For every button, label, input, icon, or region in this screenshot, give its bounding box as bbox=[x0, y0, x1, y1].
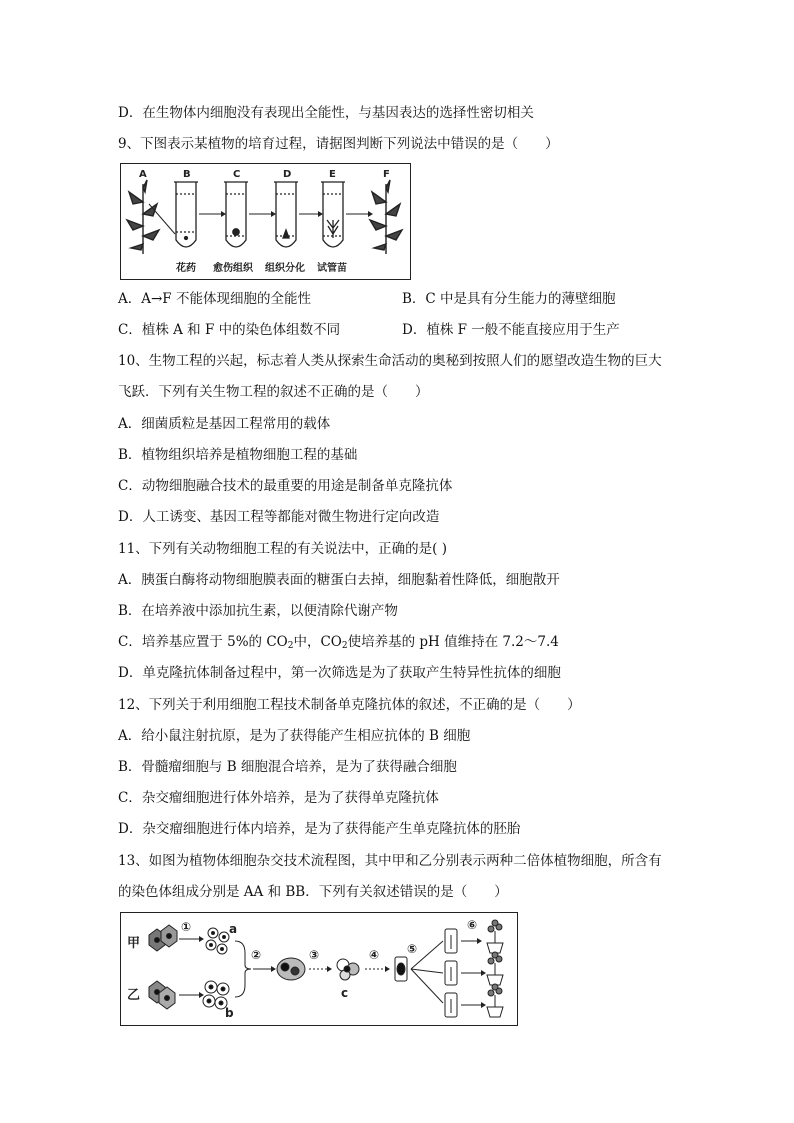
q8-option-d: D．在生物体内细胞没有表现出全能性，与基因表达的选择性密切相关 bbox=[118, 105, 534, 121]
q9-stem: 9、下图表示某植物的培育过程，请据图判断下列说法中错误的是（ ） bbox=[118, 136, 559, 152]
stage-letter-c: C bbox=[233, 169, 241, 180]
potted-plant-icon bbox=[487, 984, 503, 1017]
stage-letter-e: E bbox=[329, 169, 336, 180]
q9-figure-plant-culture bbox=[120, 163, 411, 280]
potted-plant-icon bbox=[487, 952, 503, 985]
product-b: b bbox=[225, 1006, 234, 1020]
caption-plantlet: 试管苗 bbox=[317, 263, 347, 274]
q13-figure-somatic-hybridization bbox=[120, 912, 518, 1026]
fused-cells bbox=[277, 958, 305, 980]
stage-letter-d: D bbox=[283, 169, 292, 180]
product-c: c bbox=[341, 986, 349, 1000]
cell-cluster-yi bbox=[149, 981, 175, 1009]
q11-option-a[interactable]: A．胰蛋白酶将动物细胞膜表面的糖蛋白去掉，细胞黏着性降低，细胞散开 bbox=[118, 572, 560, 588]
stage-letter-b: B bbox=[183, 169, 191, 180]
q11-option-c-part1: C．培养基应置于 5%的 CO bbox=[118, 634, 288, 650]
test-tube-d bbox=[274, 182, 298, 247]
q11-option-c-part2: 中，CO bbox=[293, 634, 342, 650]
q11-option-c[interactable] bbox=[118, 633, 559, 655]
cell-label-jia: 甲 bbox=[127, 936, 141, 951]
q11-option-d[interactable]: D．单克隆抗体制备过程中，第一次筛选是为了获取产生特异性抗体的细胞 bbox=[118, 665, 561, 681]
hybrid-cell-c bbox=[337, 959, 359, 980]
step-1: ① bbox=[181, 920, 192, 934]
q10-option-c[interactable]: C．动物细胞融合技术的最重要的用途是制备单克隆抗体 bbox=[118, 478, 453, 494]
q11-option-b[interactable]: B．在培养液中添加抗生素，以便清除代谢产物 bbox=[118, 603, 398, 619]
cell-cluster-jia bbox=[149, 925, 177, 951]
q12-option-c[interactable]: C．杂交瘤细胞进行体外培养，是为了获得单克隆抗体 bbox=[118, 790, 439, 806]
step-3: ③ bbox=[309, 948, 320, 962]
test-tube-b bbox=[174, 182, 198, 247]
q9-option-d[interactable]: D．植株 F 一般不能直接应用于生产 bbox=[402, 322, 620, 338]
q12-option-a[interactable]: A．给小鼠注射抗原，是为了获得能产生相应抗体的 B 细胞 bbox=[118, 728, 471, 744]
q10-option-a[interactable]: A．细菌质粒是基因工程常用的载体 bbox=[118, 416, 331, 432]
test-tube-c bbox=[224, 182, 248, 247]
q10-option-d[interactable]: D．人工诱变、基因工程等都能对微生物进行定向改造 bbox=[118, 509, 440, 525]
caption-differentiation: 组织分化 bbox=[265, 263, 305, 274]
callus-tube bbox=[395, 957, 407, 981]
q12-option-b[interactable]: B．骨髓瘤细胞与 B 细胞混合培养，是为了获得融合细胞 bbox=[118, 759, 457, 775]
cell-label-yi: 乙 bbox=[127, 988, 141, 1003]
plant-a-icon bbox=[127, 180, 159, 254]
q10-stem-line2: 飞跃．下列有关生物工程的叙述不正确的是（ ） bbox=[118, 384, 429, 400]
co2-subscript: 2 bbox=[341, 641, 348, 651]
q12-option-d[interactable]: D．杂交瘤细胞进行体内培养，是为了获得能产生单克隆抗体的胚胎 bbox=[118, 821, 521, 837]
step-4: ④ bbox=[369, 948, 380, 962]
q12-stem: 12、下列关于利用细胞工程技术制备单克隆抗体的叙述，不正确的是（ ） bbox=[118, 697, 581, 713]
protoplasts-a bbox=[206, 928, 229, 954]
step-2: ② bbox=[251, 948, 262, 962]
q9-option-a[interactable]: A．A→F 不能体现细胞的全能性 bbox=[118, 291, 311, 307]
q13-stem-line2: 的染色体组成分别是 AA 和 BB．下列有关叙述错误的是（ ） bbox=[118, 884, 508, 900]
caption-anther: 花药 bbox=[176, 263, 196, 274]
q9-option-b[interactable]: B．C 中是具有分生能力的薄壁细胞 bbox=[402, 291, 616, 307]
co2-subscript: 2 bbox=[287, 641, 294, 651]
q13-stem-line1: 13、如图为植物体细胞杂交技术流程图，其中甲和乙分别表示两种二倍体植物细胞，所含有 bbox=[118, 853, 662, 869]
stage-letter-f: F bbox=[383, 169, 390, 180]
stage-letter-a: A bbox=[139, 169, 147, 180]
test-tube-e bbox=[321, 182, 345, 247]
potted-plant-icon bbox=[487, 920, 503, 953]
q10-stem-line1: 10、生物工程的兴起，标志着人类从探索生命活动的奥秘到按照人们的愿望改造生物的巨大 bbox=[118, 353, 662, 369]
step-5: ⑤ bbox=[407, 942, 418, 956]
q11-stem: 11、下列有关动物细胞工程的有关说法中，正确的是( ) bbox=[118, 541, 448, 557]
q10-option-b[interactable]: B．植物组织培养是植物细胞工程的基础 bbox=[118, 447, 358, 463]
step-6: ⑥ bbox=[467, 918, 478, 932]
q11-option-c-part3: 使培养基的 pH 值维持在 7.2～7.4 bbox=[347, 634, 559, 650]
product-a: a bbox=[229, 922, 238, 936]
protoplasts-b bbox=[203, 981, 229, 1009]
q9-option-c[interactable]: C．植株 A 和 F 中的染色体组数不同 bbox=[118, 322, 341, 338]
culture-tubes bbox=[445, 929, 457, 1017]
caption-callus: 愈伤组织 bbox=[213, 263, 253, 274]
plant-f-icon bbox=[370, 180, 402, 254]
